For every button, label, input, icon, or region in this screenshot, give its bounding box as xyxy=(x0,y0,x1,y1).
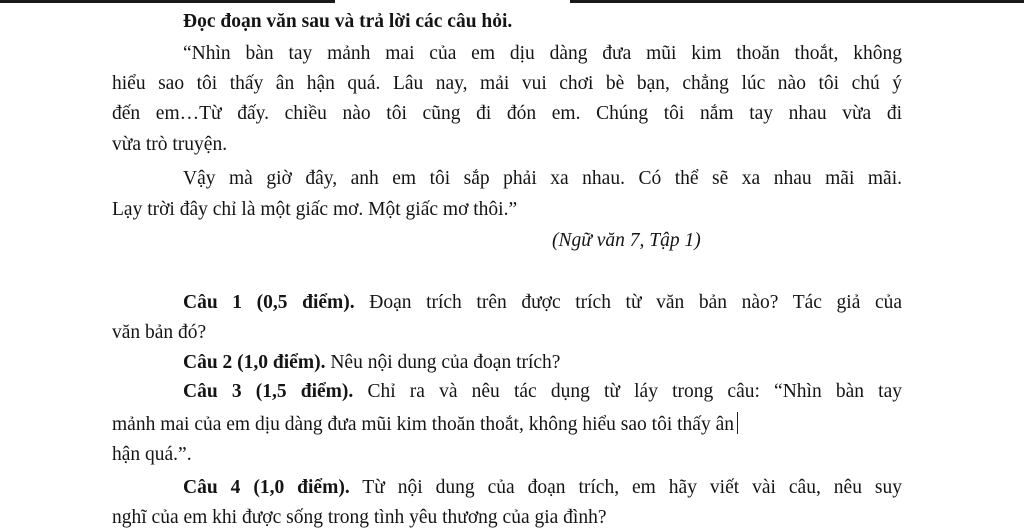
section-heading: Đọc đoạn văn sau và trả lời các câu hỏi. xyxy=(183,11,513,32)
top-border-gap xyxy=(335,0,570,3)
passage-line: Lạy trời đây chỉ là một giấc mơ. Một giấc mơ thôi.” xyxy=(112,199,518,220)
passage-source: (Ngữ văn 7, Tập 1) xyxy=(552,230,701,251)
question-text: Từ nội dung của đoạn trích, em hãy viết vài câu, nêu suy xyxy=(349,477,902,498)
question-text-line xyxy=(112,412,912,437)
question-3 xyxy=(183,380,902,404)
question-2 xyxy=(183,351,902,375)
text-cursor xyxy=(737,412,739,434)
question-text-line: văn bản đó? xyxy=(112,322,207,343)
question-text: Chỉ ra và nêu tác dụng từ láy trong câu: “Nhìn bàn tay xyxy=(353,381,902,402)
passage-line: hiểu sao tôi thấy ân hận quá. Lâu nay, mải vui chơi bè bạn, chẳng lúc nào tôi chú ý xyxy=(112,73,902,94)
question-label: Câu 3 (1,5 điểm). xyxy=(183,381,354,402)
question-label: Câu 2 (1,0 điểm). xyxy=(183,352,326,373)
question-text: Đoạn trích trên được trích từ văn bản nào? Tác giả của xyxy=(354,292,903,313)
passage-line: Vậy mà giờ đây, anh em tôi sắp phải xa nhau. Có thể sẽ xa nhau mãi mãi. xyxy=(183,168,902,189)
question-text: mảnh mai của em dịu dàng đưa mũi kim thoăn thoắt, không hiểu sao tôi thấy ân xyxy=(112,414,734,435)
question-text: Nêu nội dung của đoạn trích? xyxy=(325,352,561,373)
passage-line: “Nhìn bàn tay mảnh mai của em dịu dàng đưa mũi kim thoăn thoắt, không xyxy=(183,43,902,64)
question-text-line: nghĩ của em khi được sống trong tình yêu thương của gia đình? xyxy=(112,507,607,528)
question-label: Câu 1 (0,5 điểm). xyxy=(183,292,355,313)
question-1 xyxy=(183,291,902,315)
passage-line: vừa trò truyện. xyxy=(112,134,228,155)
question-text-line: hận quá.”. xyxy=(112,444,192,465)
passage-line: đến em…Từ đấy. chiều nào tôi cũng đi đón em. Chúng tôi nắm tay nhau vừa đi xyxy=(112,103,902,124)
question-4 xyxy=(183,476,902,500)
question-label: Câu 4 (1,0 điểm). xyxy=(183,477,350,498)
